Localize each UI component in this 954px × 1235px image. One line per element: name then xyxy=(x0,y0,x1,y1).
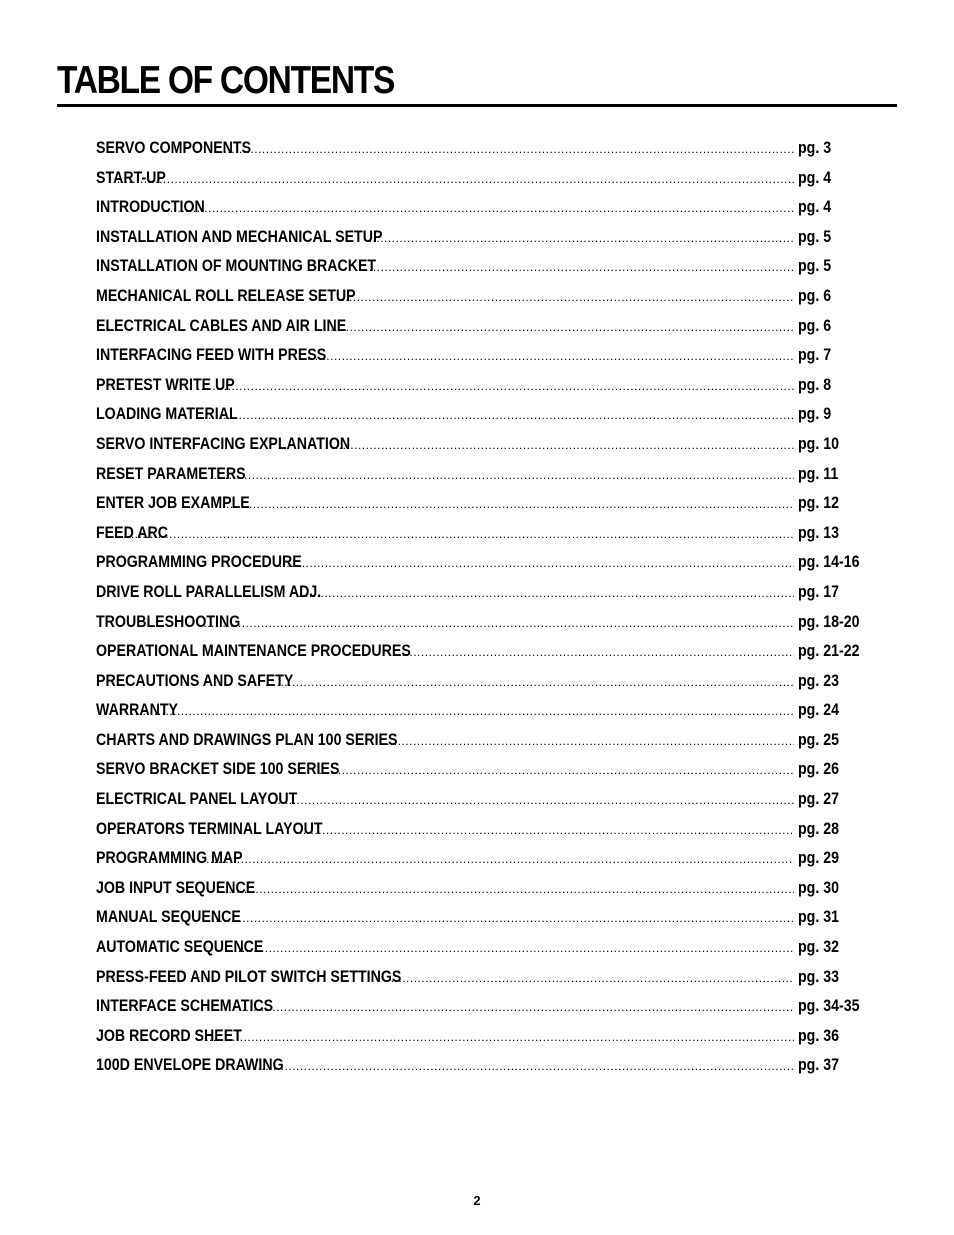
dot-leader xyxy=(206,852,794,866)
toc-entry[interactable] xyxy=(96,465,876,495)
dot-leader xyxy=(361,260,794,274)
toc-entry-title: PRESS-FEED AND PILOT SWITCH SETTINGS xyxy=(96,967,402,986)
toc-entry[interactable] xyxy=(96,169,876,199)
toc-entry[interactable] xyxy=(96,760,876,790)
toc-entry[interactable] xyxy=(96,287,876,317)
dot-leader xyxy=(221,882,794,896)
toc-entry[interactable] xyxy=(96,583,876,613)
toc-entry[interactable] xyxy=(96,968,876,998)
dot-leader xyxy=(242,1000,794,1014)
toc-entry[interactable] xyxy=(96,228,876,258)
toc-entry[interactable] xyxy=(96,139,876,169)
toc-entry-page: pg. 4 xyxy=(798,198,832,217)
toc-entry-title: MANUAL SEQUENCE xyxy=(96,908,241,927)
toc-entry[interactable] xyxy=(96,198,876,228)
toc-entry-title: PROGRAMMING PROCEDURE xyxy=(96,553,302,572)
toc-entry-page: pg. 32 xyxy=(798,938,840,957)
toc-entry[interactable] xyxy=(96,790,876,820)
dot-leader xyxy=(117,172,794,186)
toc-entry-page: pg. 25 xyxy=(798,730,840,749)
page-number: 2 xyxy=(473,1193,481,1208)
dot-leader xyxy=(204,911,794,925)
toc-entry-page: pg. 12 xyxy=(798,494,840,513)
dot-leader xyxy=(131,704,794,718)
toc-entry-page: pg. 29 xyxy=(798,849,840,868)
dot-leader xyxy=(254,1059,794,1073)
dot-leader xyxy=(203,616,794,630)
toc-entry-title: SERVO BRACKET SIDE 100 SERIES xyxy=(96,760,340,779)
toc-entry-title: 100D ENVELOPE DRAWING xyxy=(96,1056,284,1075)
toc-entry-page: pg. 5 xyxy=(798,227,832,246)
table-of-contents xyxy=(96,139,876,1086)
toc-entry-title: PROGRAMMING MAP xyxy=(96,849,243,868)
toc-entry-page: pg. 34-35 xyxy=(798,997,860,1016)
dot-leader xyxy=(303,349,794,363)
toc-entry-title: INSTALLATION OF MOUNTING BRACKET xyxy=(96,257,377,276)
toc-entry-page: pg. 7 xyxy=(798,346,832,365)
dot-leader xyxy=(297,586,794,600)
dot-leader xyxy=(214,497,794,511)
dot-leader xyxy=(402,645,794,659)
toc-entry-page: pg. 3 xyxy=(798,139,832,157)
toc-entry-page: pg. 5 xyxy=(798,257,832,276)
toc-entry-title: DRIVE ROLL PARALLELISM ADJ. xyxy=(96,582,322,601)
toc-entry-page: pg. 14-16 xyxy=(798,553,860,572)
dot-leader xyxy=(210,468,795,482)
toc-entry-page: pg. 21-22 xyxy=(798,642,860,661)
toc-entry[interactable] xyxy=(96,701,876,731)
toc-entry[interactable] xyxy=(96,257,876,287)
dot-leader xyxy=(265,675,794,689)
toc-entry-title: AUTOMATIC SEQUENCE xyxy=(96,938,264,957)
toc-entry-title: JOB INPUT SEQUENCE xyxy=(96,878,256,897)
toc-entry-page: pg. 8 xyxy=(798,375,832,394)
toc-entry[interactable] xyxy=(96,997,876,1027)
toc-entry-page: pg. 24 xyxy=(798,701,840,720)
dot-leader xyxy=(197,379,794,393)
dot-leader xyxy=(391,971,794,985)
toc-entry[interactable] xyxy=(96,553,876,583)
dot-leader xyxy=(319,763,794,777)
toc-entry-title: WARRANTY xyxy=(96,701,178,720)
toc-entry[interactable] xyxy=(96,346,876,376)
dot-leader xyxy=(119,527,794,541)
toc-entry-title: SERVO INTERFACING EXPLANATION xyxy=(96,434,351,453)
toc-entry-page: pg. 4 xyxy=(798,168,832,187)
toc-entry-title: INTERFACE SCHEMATICS xyxy=(96,997,274,1016)
page-title: TABLE OF CONTENTS xyxy=(57,59,395,102)
toc-entry-title: PRETEST WRITE UP xyxy=(96,375,235,394)
toc-entry[interactable] xyxy=(96,613,876,643)
toc-entry-page: pg. 33 xyxy=(798,967,840,986)
toc-entry[interactable] xyxy=(96,317,876,347)
toc-entry[interactable] xyxy=(96,672,876,702)
dot-leader xyxy=(216,142,794,156)
dot-leader xyxy=(299,823,794,837)
toc-entry-page: pg. 26 xyxy=(798,760,840,779)
toc-entry-page: pg. 28 xyxy=(798,819,840,838)
toc-entry-title: INTERFACING FEED WITH PRESS xyxy=(96,346,327,365)
title-divider xyxy=(57,104,897,107)
toc-entry[interactable] xyxy=(96,849,876,879)
toc-entry-page: pg. 6 xyxy=(798,286,832,305)
toc-entry-title: ENTER JOB EXAMPLE xyxy=(96,494,250,513)
toc-entry[interactable] xyxy=(96,879,876,909)
toc-entry-page: pg. 36 xyxy=(798,1026,840,1045)
toc-entry-title: LOADING MATERIAL xyxy=(96,405,238,424)
toc-entry[interactable] xyxy=(96,642,876,672)
toc-entry-title: MECHANICAL ROLL RELEASE SETUP xyxy=(96,286,356,305)
toc-entry-title: CHARTS AND DRAWINGS PLAN 100 SERIES xyxy=(96,730,398,749)
toc-entry[interactable] xyxy=(96,376,876,406)
toc-entry-title: FEED ARC xyxy=(96,523,169,542)
dot-leader xyxy=(369,231,794,245)
toc-entry-title: ELECTRICAL CABLES AND AIR LINE xyxy=(96,316,347,335)
dot-leader xyxy=(338,290,794,304)
toc-entry-title: START-UP xyxy=(96,168,166,187)
toc-entry-page: pg. 30 xyxy=(798,878,840,897)
dot-leader xyxy=(200,408,794,422)
toc-entry-title: OPERATIONAL MAINTENANCE PROCEDURES xyxy=(96,642,411,661)
toc-entry[interactable] xyxy=(96,938,876,968)
toc-entry-title: INTRODUCTION xyxy=(96,198,205,217)
toc-entry[interactable] xyxy=(96,731,876,761)
dot-leader xyxy=(331,438,794,452)
toc-entry-page: pg. 10 xyxy=(798,434,840,453)
dot-leader xyxy=(327,320,794,334)
toc-entry-page: pg. 31 xyxy=(798,908,840,927)
toc-entry-page: pg. 17 xyxy=(798,582,840,601)
toc-entry-title: SERVO COMPONENTS xyxy=(96,139,252,157)
toc-entry-title: INSTALLATION AND MECHANICAL SETUP xyxy=(96,227,383,246)
toc-entry[interactable] xyxy=(96,435,876,465)
dot-leader xyxy=(270,793,794,807)
toc-entry[interactable] xyxy=(96,1056,876,1086)
toc-entry-title: PRECAUTIONS AND SAFETY xyxy=(96,671,294,690)
toc-entry-page: pg. 18-20 xyxy=(798,612,860,631)
dot-leader xyxy=(386,734,794,748)
dot-leader xyxy=(205,1030,794,1044)
toc-entry[interactable] xyxy=(96,1027,876,1057)
toc-entry-title: OPERATORS TERMINAL LAYOUT xyxy=(96,819,323,838)
dot-leader xyxy=(275,556,794,570)
toc-entry-page: pg. 23 xyxy=(798,671,840,690)
toc-entry-page: pg. 27 xyxy=(798,790,840,809)
toc-entry[interactable] xyxy=(96,524,876,554)
toc-entry-title: TROUBLESHOOTING xyxy=(96,612,241,631)
toc-entry-title: ELECTRICAL PANEL LAYOUT xyxy=(96,790,298,809)
toc-entry[interactable] xyxy=(96,908,876,938)
toc-entry[interactable] xyxy=(96,494,876,524)
toc-entry-page: pg. 6 xyxy=(798,316,832,335)
toc-entry-page: pg. 37 xyxy=(798,1056,840,1075)
toc-entry-page: pg. 9 xyxy=(798,405,832,424)
toc-entry[interactable] xyxy=(96,820,876,850)
toc-entry[interactable] xyxy=(96,405,876,435)
toc-entry-page: pg. 11 xyxy=(798,464,839,483)
dot-leader xyxy=(230,941,794,955)
toc-entry-title: JOB RECORD SHEET xyxy=(96,1026,242,1045)
toc-entry-page: pg. 13 xyxy=(798,523,840,542)
toc-entry-title: RESET PARAMETERS xyxy=(96,464,246,483)
dot-leader xyxy=(162,201,794,215)
